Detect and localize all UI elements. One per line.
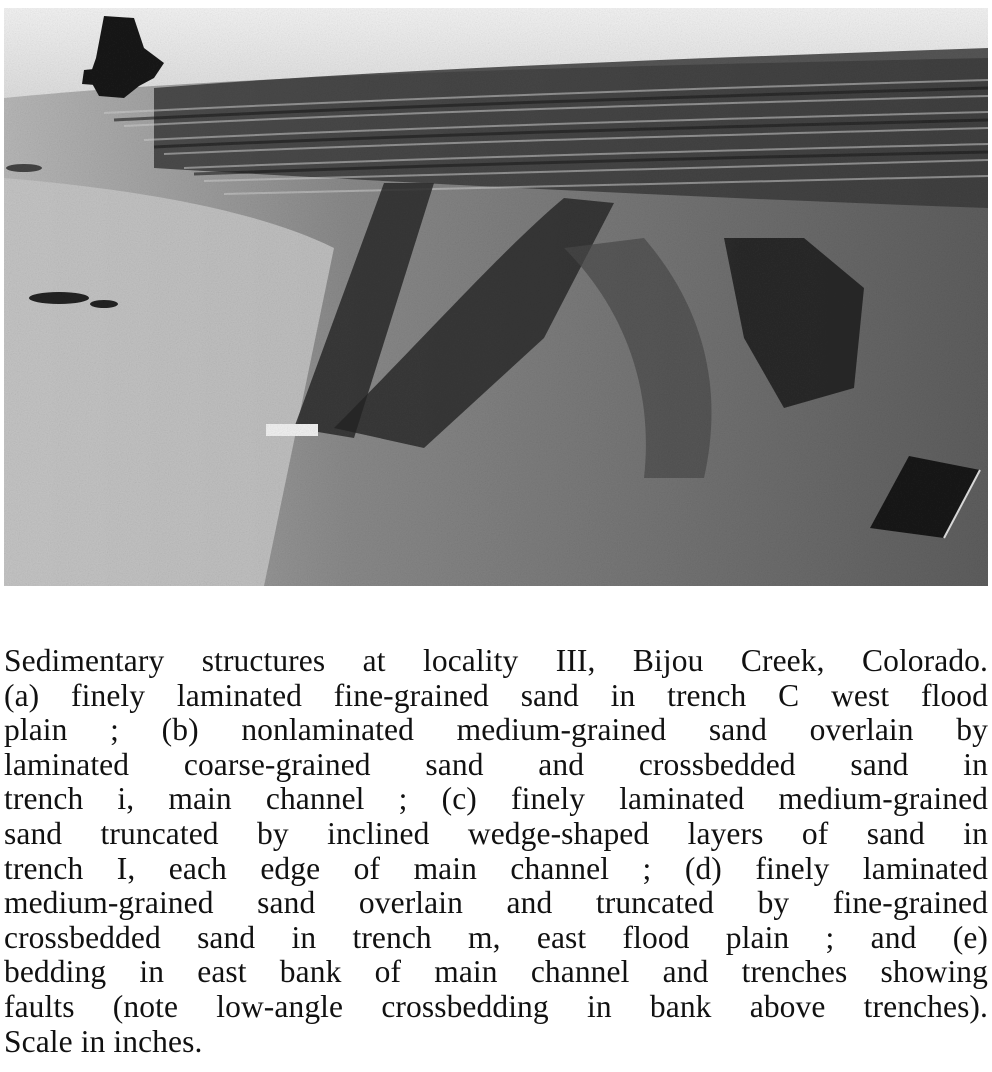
- caption-line: trench I, each edge of main channel ; (d) finely laminated: [4, 850, 988, 886]
- caption-line: bedding in east bank of main channel and trenches showing: [4, 954, 988, 990]
- caption-line: crossbedded sand in trench m, east flood plain ; and (e): [4, 919, 988, 955]
- figure-caption: [4, 644, 988, 1059]
- caption-line: Scale in inches.: [4, 1023, 203, 1059]
- caption-line: faults (note low-angle crossbedding in bank above trenches).: [4, 988, 988, 1024]
- sediment-photograph: [4, 8, 988, 586]
- caption-line: plain ; (b) nonlaminated medium-grained sand overlain by: [4, 712, 988, 748]
- caption-line: sand truncated by inclined wedge-shaped layers of sand in: [4, 815, 988, 851]
- caption-line: laminated coarse-grained sand and crossbedded sand in: [4, 746, 988, 782]
- caption-line: (a) finely laminated fine-grained sand in trench C west flood: [4, 677, 988, 713]
- caption-line: trench i, main channel ; (c) finely laminated medium-grained: [4, 781, 988, 817]
- caption-line: Sedimentary structures at locality III, Bijou Creek, Colorado.: [4, 643, 988, 678]
- photo-image: [4, 8, 988, 586]
- caption-line: medium-grained sand overlain and truncated by fine-grained: [4, 885, 988, 921]
